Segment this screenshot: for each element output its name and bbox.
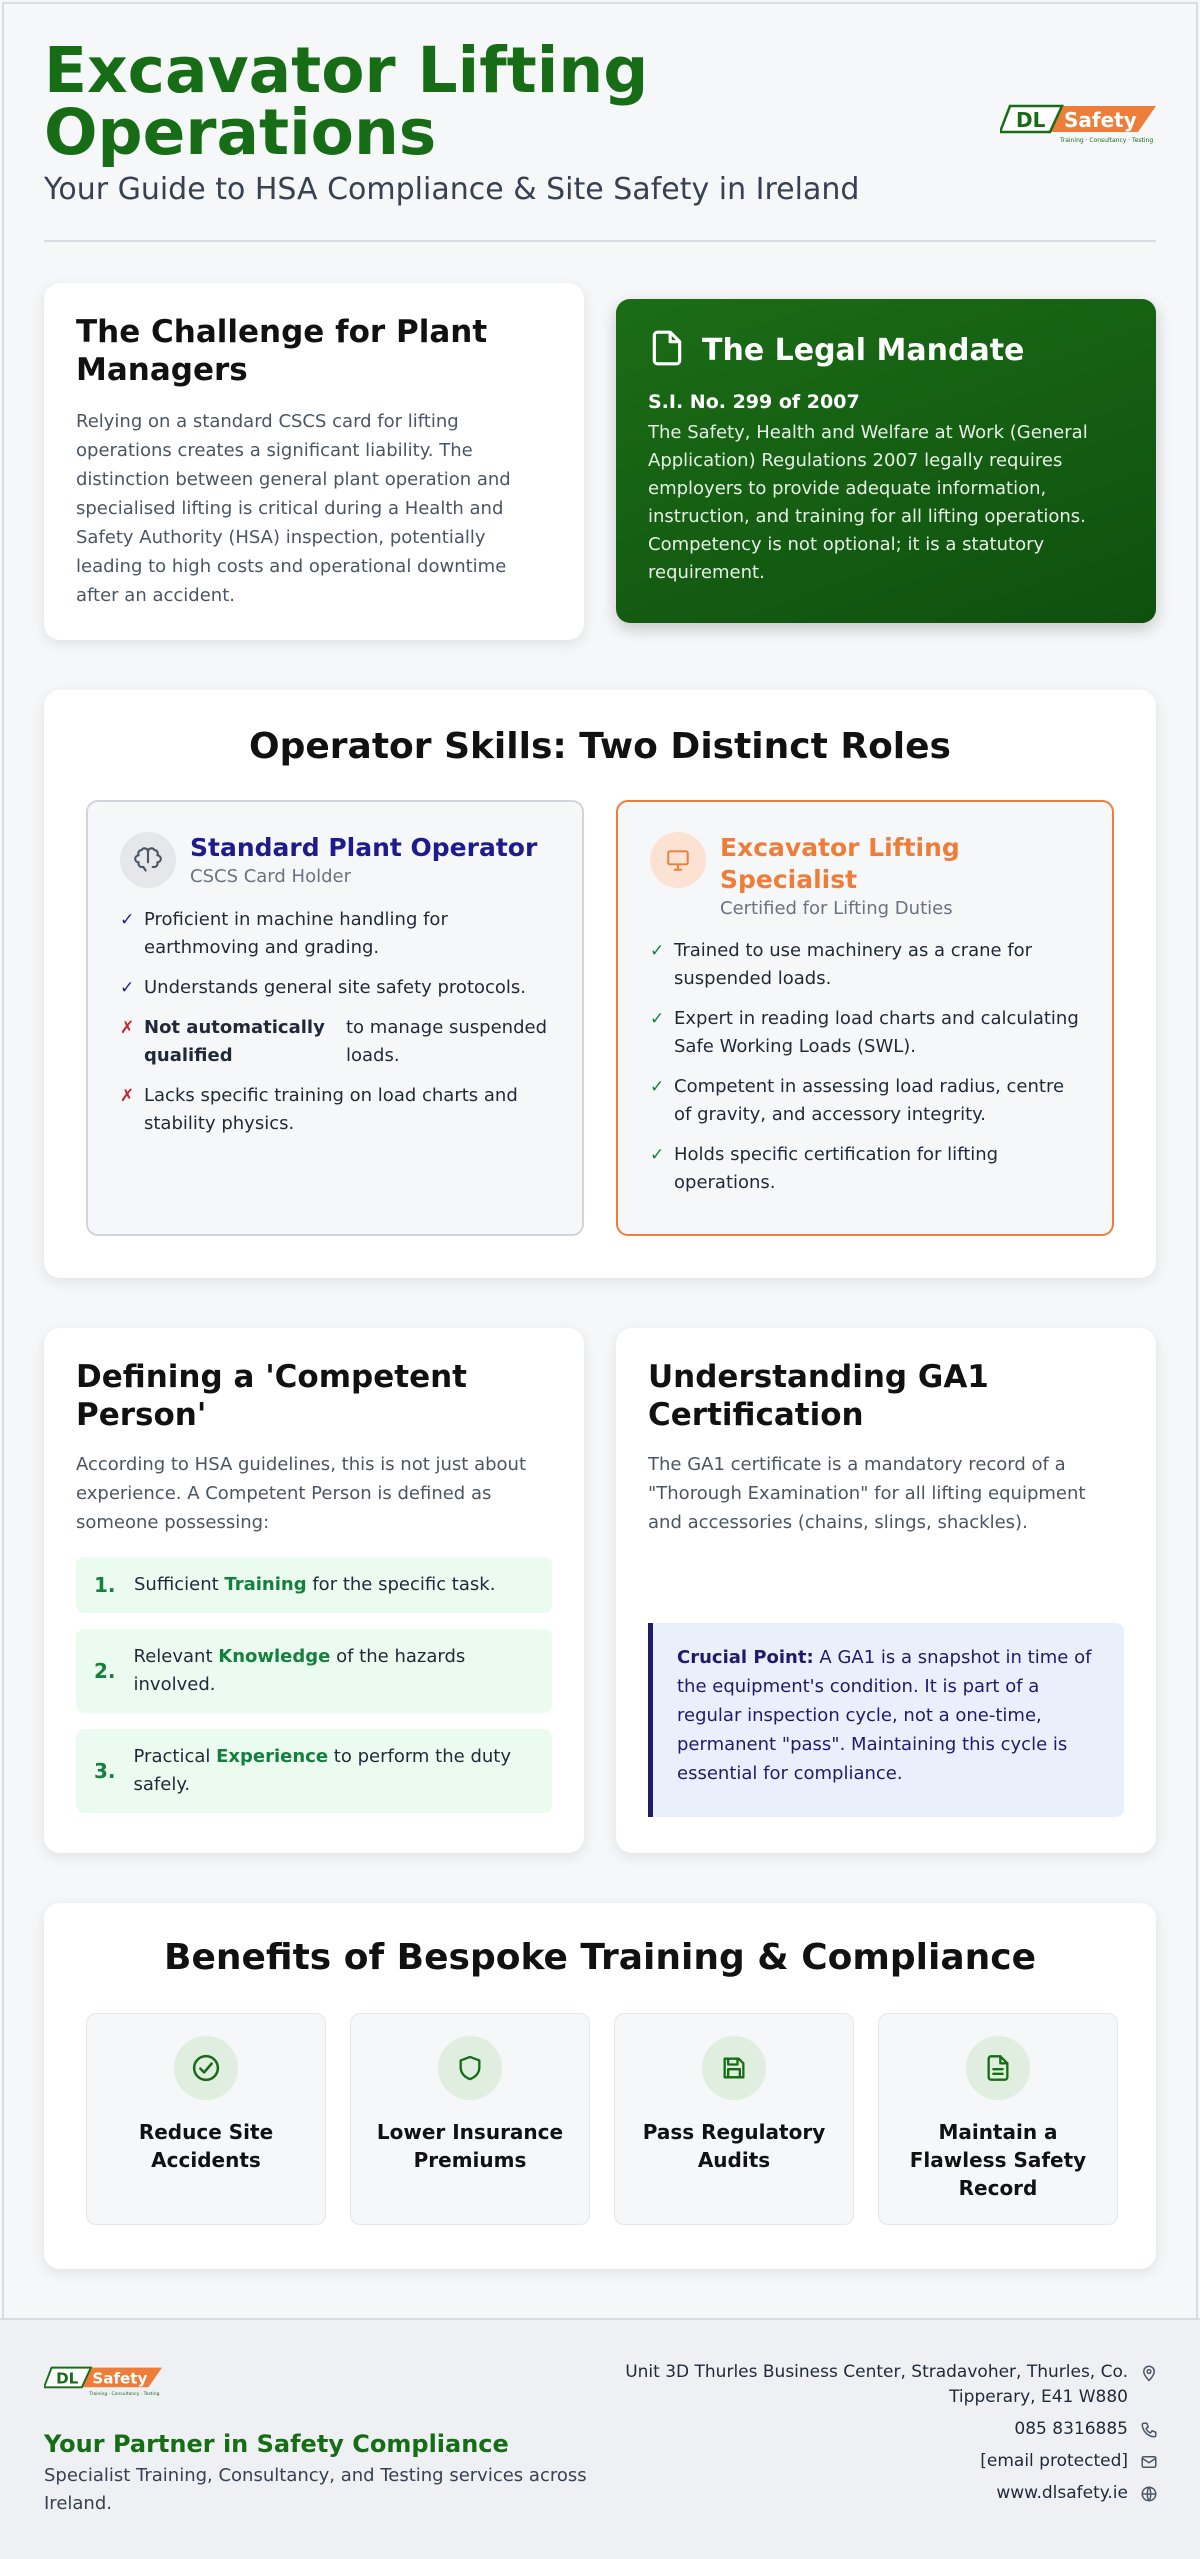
list-item [650,1073,1080,1129]
footer-contact [558,2360,1158,2513]
step-keyword: Knowledge [218,1646,331,1667]
benefit-card [86,2013,326,2225]
challenge-title: The Challenge for Plant Managers [76,314,488,388]
standard-operator-list [120,906,550,1138]
footer-phone[interactable] [558,2417,1158,2442]
globe-icon [1140,2485,1158,2503]
skills-title: Operator Skills: Two Distinct Roles [249,726,951,767]
step-number: 2. [94,1659,116,1683]
location-pin-icon [1140,2364,1158,2382]
brain-icon [120,832,176,888]
list-item-text: Holds specific certification for lifting operations. [674,1144,999,1193]
legal-mandate-card [616,299,1156,623]
page-header [44,34,1156,240]
benefit-card [878,2013,1118,2225]
list-item [120,1014,550,1070]
svg-text:Safety: Safety [1064,108,1137,132]
list-item-text: Lacks specific training on load charts and stability physics. [144,1085,518,1134]
legal-body: The Safety, Health and Welfare at Work (General Application) Regulations 2007 legally requires employers to provide adequate information, instruction, and training for all lifting operations. Competency is not optional; it is a statutory requirement. [648,422,1088,583]
cross-icon: ✗ [120,1018,135,1038]
address-line: Tipperary, E41 W880 [949,2387,1128,2407]
svg-text:Training · Consultancy · Testi: Training · Consultancy · Testing [1060,137,1154,144]
list-item-text: Understands general site safety protocols. [144,977,527,998]
benefit-label: Pass Regulatory Audits [642,2120,826,2172]
check-icon: ✓ [650,941,665,961]
challenge-card [44,283,584,640]
benefit-card [350,2013,590,2225]
standard-operator-card [86,800,584,1236]
phone-text[interactable]: 085 8316885 [1014,2419,1128,2439]
step-text: Sufficient [134,1574,219,1595]
presentation-icon [650,832,706,888]
benefits-section [44,1903,1156,2269]
lifting-specialist-title: Excavator Lifting Specialist [720,833,960,894]
challenge-body: Relying on a standard CSCS card for lifting operations creates a significant liability. The distinction between general plant operation and specialised lifting is critical during a Health and Safety Authority (HSA) inspection, potentially leading to high costs and operational downtime after an accident. [76,411,511,606]
step-text: Practical [133,1746,211,1767]
lifting-specialist-card [616,800,1114,1236]
step-text: to perform the duty safely. [133,1746,511,1795]
step-item [76,1729,552,1813]
standard-operator-subtitle: CSCS Card Holder [190,866,351,887]
document-icon [648,329,686,371]
shield-icon [438,2036,502,2100]
benefits-title: Benefits of Bespoke Training & Compliance [164,1937,1036,1978]
list-item-bold: Not automatically qualified [144,1017,325,1066]
email-text[interactable]: [email protected] [980,2451,1128,2471]
step-item [76,1629,552,1713]
step-number: 1. [94,1573,116,1597]
ga1-body: The GA1 certificate is a mandatory record of a "Thorough Examination" for all lifting equipment and accessories (chains, slings, shackles). [648,1454,1086,1533]
crucial-point-callout [648,1623,1124,1817]
list-item-text: Competent in assessing load radius, centre of gravity, and accessory integrity. [674,1076,1065,1125]
check-circle-icon [174,2036,238,2100]
svg-text:Training · Consultancy · Testi: Training · Consultancy · Testing [89,2391,160,2397]
lifting-specialist-list [650,937,1080,1197]
check-icon: ✓ [120,910,135,930]
page-title: Excavator Lifting Operations [44,34,649,169]
step-keyword: Training [224,1574,307,1595]
page-subtitle: Your Guide to HSA Compliance & Site Safety in Ireland [44,172,860,207]
list-item [650,1005,1080,1061]
save-icon [702,2036,766,2100]
phone-icon [1140,2421,1158,2439]
ga1-card [616,1328,1156,1853]
check-icon: ✓ [650,1009,665,1029]
competent-person-title: Defining a 'Competent Person' [76,1359,467,1433]
footer-logo [44,2364,604,2404]
footer-email[interactable] [558,2449,1158,2474]
competent-steps [76,1557,552,1813]
website-link[interactable]: www.dlsafety.ie [996,2483,1128,2503]
list-item-text: Trained to use machinery as a crane for suspended loads. [674,940,1033,989]
callout-label: Crucial Point: [677,1647,814,1668]
check-icon: ✓ [650,1145,665,1165]
competent-person-card [44,1328,584,1853]
check-icon: ✓ [120,978,135,998]
step-keyword: Experience [216,1746,329,1767]
ga1-title: Understanding GA1 Certification [648,1359,989,1433]
lifting-specialist-subtitle: Certified for Lifting Duties [720,898,953,919]
standard-operator-title: Standard Plant Operator [190,833,538,862]
check-icon: ✓ [650,1077,665,1097]
benefit-card [614,2013,854,2225]
benefit-label: Lower Insurance Premiums [376,2120,564,2172]
list-item [120,906,550,962]
step-number: 3. [94,1759,116,1783]
list-item-text: Proficient in machine handling for earthmoving and grading. [144,909,448,958]
footer-website[interactable] [558,2481,1158,2506]
benefit-label: Reduce Site Accidents [138,2120,274,2172]
competent-person-intro: According to HSA guidelines, this is not just about experience. A Competent Person is defined as someone possessing: [76,1454,526,1533]
benefit-label: Maintain a Flawless Safety Record [909,2120,1087,2200]
address-line: Unit 3D Thurles Business Center, Stradavoher, Thurles, Co. [625,2362,1128,2382]
legal-reference: S.I. No. 299 of 2007 [648,391,860,413]
step-text: for the specific task. [312,1574,496,1595]
svg-text:DL: DL [1016,108,1046,132]
list-item [650,1141,1080,1197]
page-footer [0,2318,1200,2559]
header-divider [44,240,1156,242]
list-item [120,974,550,1002]
legal-title: The Legal Mandate [702,332,1025,368]
list-item [650,937,1080,993]
svg-text:DL: DL [56,2369,79,2388]
document-icon [966,2036,1030,2100]
mail-icon [1140,2453,1158,2471]
step-text: of the hazards involved. [133,1646,466,1695]
footer-description: Specialist Training, Consultancy, and Testing services across Ireland. [44,2465,587,2514]
step-item [76,1557,552,1613]
list-item-text: to manage suspended loads. [346,1017,548,1066]
step-text: Relevant [133,1646,213,1667]
list-item [120,1082,550,1138]
callout-text: A GA1 is a snapshot in time of the equipment's condition. It is part of a regular inspection cycle, not a one-time, permanent "pass". Maintaining this cycle is essential for compliance. [677,1647,1092,1784]
cross-icon: ✗ [120,1086,135,1106]
list-item-text: Expert in reading load charts and calculating Safe Working Loads (SWL). [674,1008,1079,1057]
footer-title: Your Partner in Safety Compliance [44,2430,509,2458]
company-logo [1000,102,1156,148]
svg-text:Safety: Safety [92,2369,148,2388]
footer-address [558,2360,1158,2410]
skills-section [44,690,1156,1278]
